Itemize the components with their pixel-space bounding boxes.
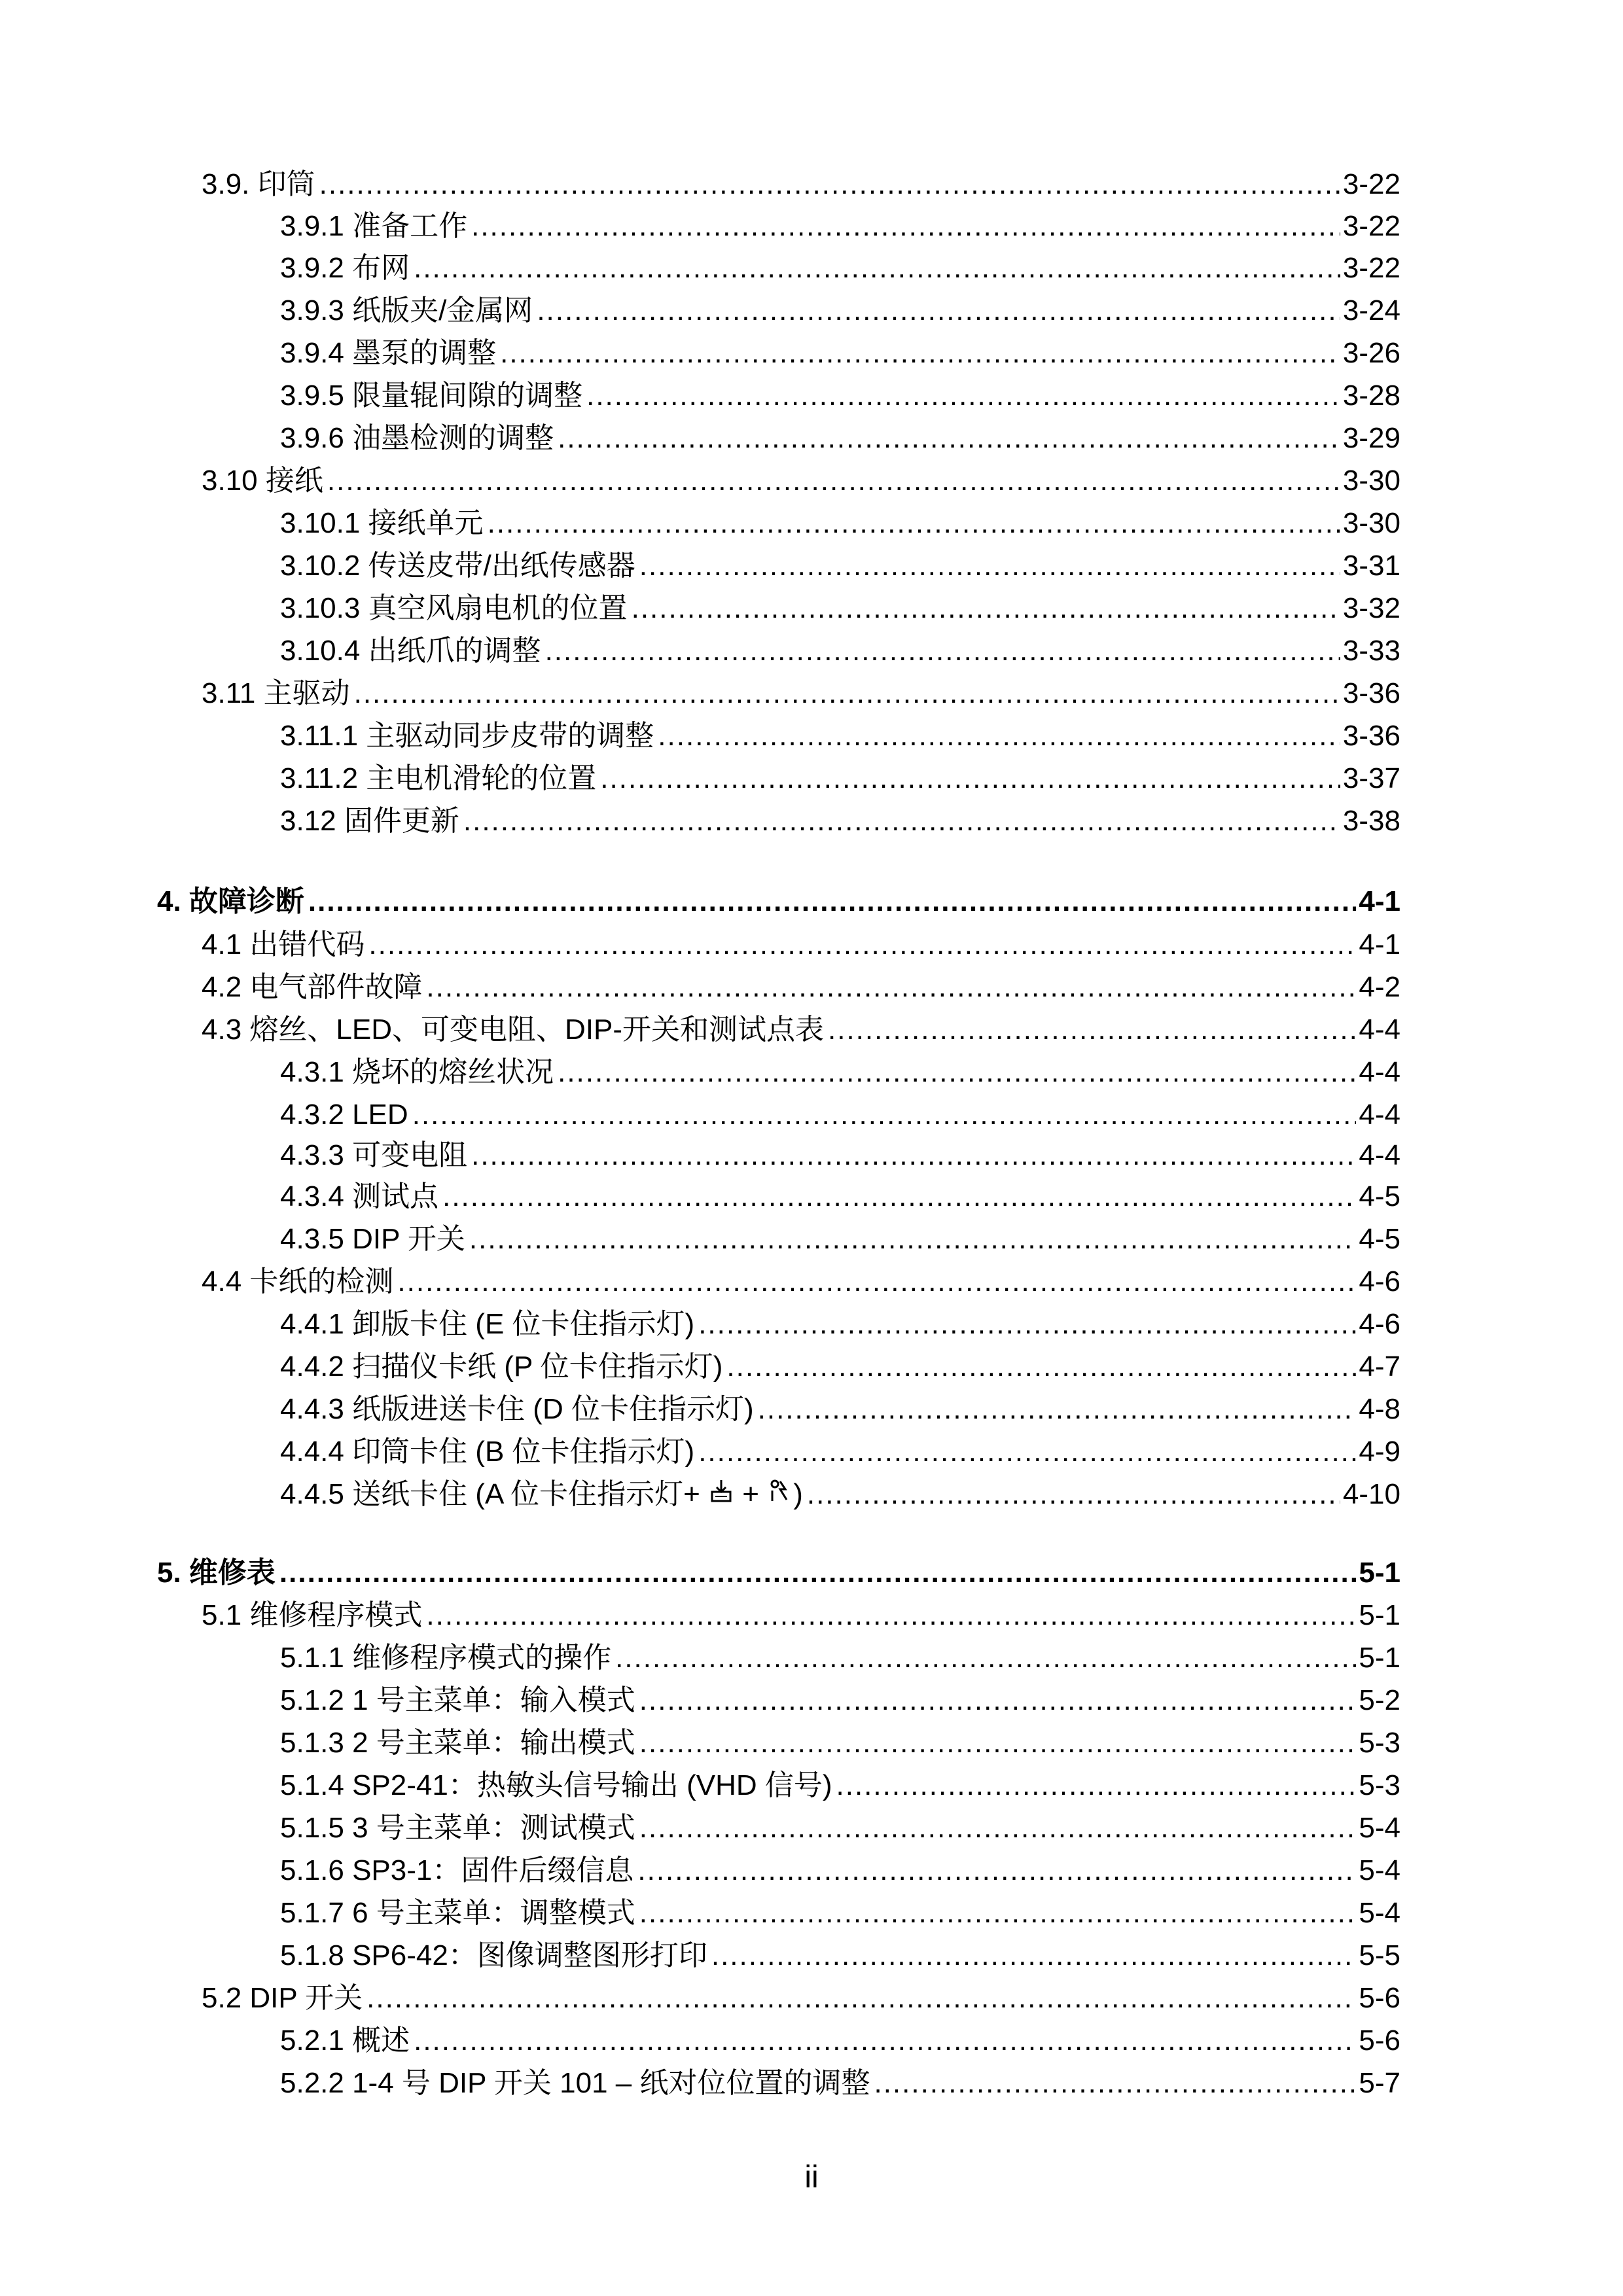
toc-entry[interactable]	[280, 537, 1400, 580]
toc-page: 4-4	[1359, 1139, 1400, 1171]
toc-label: 3.10.3 真空风扇电机的位置	[280, 592, 628, 624]
toc-label: 4.3.5 DIP 开关	[280, 1223, 465, 1255]
toc-label: 3.9.2 布网	[280, 252, 410, 284]
toc-entry[interactable]	[202, 959, 1400, 1002]
leader-dots	[836, 1771, 1357, 1800]
leader-dots	[469, 1225, 1357, 1254]
toc-page: 5-6	[1359, 2024, 1400, 2057]
toc-page: 3-30	[1342, 507, 1400, 539]
toc-label: 5.2 DIP 开关	[202, 1982, 363, 2014]
toc-page: 5-4	[1359, 1854, 1400, 1886]
leader-dots	[426, 973, 1356, 1002]
leader-dots	[828, 1016, 1356, 1044]
toc-page: 4-6	[1359, 1308, 1400, 1340]
toc-entry[interactable]	[280, 1338, 1400, 1381]
toc-label-tail: )	[793, 1478, 803, 1510]
toc-page: 4-6	[1359, 1265, 1400, 1298]
toc-label: 4.3.3 可变电阻	[280, 1139, 468, 1171]
leader-dots	[537, 296, 1340, 325]
toc-label: 4.3.2 LED	[280, 1099, 408, 1131]
leader-dots	[368, 930, 1356, 959]
toc-entry[interactable]	[280, 1672, 1400, 1715]
leader-dots	[471, 1141, 1356, 1170]
toc-label: 4.4.4 印筒卡住 (B 位卡住指示灯)	[280, 1436, 695, 1468]
toc-label: 3.10.2 传送皮带/出纸传感器	[280, 550, 635, 582]
toc-label: 5.2.1 概述	[280, 2024, 410, 2057]
toc-page: 5-3	[1359, 1769, 1400, 1801]
toc-page: 3-22	[1342, 168, 1400, 200]
toc-label: 4.4.5 送纸卡住 (A 位卡住指示灯+ + )	[280, 1478, 803, 1510]
toc-entry[interactable]	[280, 1714, 1400, 1757]
leader-dots	[639, 1686, 1357, 1715]
toc-label: 3.9.3 纸版夹/金属网	[280, 294, 533, 327]
toc-entry[interactable]	[280, 750, 1400, 793]
leader-dots	[488, 509, 1340, 538]
toc-label: 4.3.4 测试点	[280, 1180, 439, 1212]
toc-label: 3.9.5 限量辊间隙的调整	[280, 380, 583, 412]
toc-label: 5.1.2 1 号主菜单：输入模式	[280, 1684, 635, 1716]
toc-entry[interactable]	[280, 622, 1400, 665]
toc-page: 4-1	[1359, 885, 1400, 917]
toc-entry[interactable]	[280, 1086, 1400, 1129]
toc-entry[interactable]	[280, 580, 1400, 623]
toc-label-text: 4.4.5 送纸卡住 (A 位卡住指示灯+	[280, 1478, 709, 1510]
leader-dots	[397, 1267, 1356, 1296]
paper-feed-icon	[767, 1477, 793, 1509]
toc-page: 5-3	[1359, 1727, 1400, 1759]
toc-page: 3-37	[1342, 762, 1400, 794]
toc-page: 3-30	[1342, 465, 1400, 497]
leader-dots	[698, 1438, 1356, 1466]
toc-page: 3-38	[1342, 805, 1400, 837]
toc-page: 4-9	[1359, 1436, 1400, 1468]
toc-entry[interactable]	[280, 1629, 1400, 1672]
leader-dots	[463, 807, 1340, 836]
leader-dots	[632, 594, 1340, 623]
leader-dots	[639, 1814, 1357, 1843]
toc-page: 4-4	[1359, 1056, 1400, 1088]
toc-page: 3-29	[1342, 422, 1400, 454]
toc-entry[interactable]	[280, 1842, 1400, 1885]
toc-label: 3.10 接纸	[202, 465, 323, 497]
toc-label: 4.3.1 烧坏的熔丝状况	[280, 1056, 554, 1088]
toc-page: 3-36	[1342, 720, 1400, 752]
leader-dots	[807, 1480, 1340, 1509]
leader-dots	[586, 381, 1340, 410]
leader-dots	[558, 424, 1340, 453]
toc-label: 3.9. 印筒	[202, 168, 315, 200]
toc-entry[interactable]	[280, 2055, 1400, 2098]
leader-dots	[442, 1182, 1356, 1211]
toc-entry[interactable]	[202, 1001, 1400, 1044]
leader-dots	[874, 2069, 1356, 2098]
toc-entry[interactable]	[280, 495, 1400, 538]
toc-entry[interactable]	[280, 1757, 1400, 1800]
toc-entry[interactable]	[202, 452, 1400, 495]
toc-label: 3.10.4 出纸爪的调整	[280, 635, 541, 667]
toc-page: 3-36	[1342, 677, 1400, 709]
toc-entry[interactable]	[280, 1799, 1400, 1843]
toc-label: 5.1.3 2 号主菜单：输出模式	[280, 1727, 635, 1759]
leader-dots	[639, 1899, 1357, 1928]
toc-label: 5.1.5 3 号主菜单：测试模式	[280, 1812, 635, 1844]
toc-label: 3.9.4 墨泵的调整	[280, 337, 497, 369]
toc-label: 5.1.7 6 号主菜单：调整模式	[280, 1897, 635, 1929]
toc-page: 5-2	[1359, 1684, 1400, 1716]
toc-entry[interactable]	[280, 1210, 1400, 1254]
toc-entry[interactable]	[280, 325, 1400, 368]
toc-label: 4.4.1 卸版卡住 (E 位卡住指示灯)	[280, 1308, 695, 1340]
toc-label: 4.4.2 扫描仪卡纸 (P 位卡住指示灯)	[280, 1351, 723, 1383]
toc-page: 4-4	[1359, 1099, 1400, 1131]
toc-page: 5-7	[1359, 2067, 1400, 2099]
leader-dots	[639, 552, 1340, 580]
toc-page: 3-32	[1342, 592, 1400, 624]
toc-label: 5.1.8 SP6-42：图像调整图形打印	[280, 1939, 707, 1971]
toc-label: 4.3 熔丝、LED、可变电阻、DIP-开关和测试点表	[202, 1014, 824, 1046]
toc-label: 3.9.6 油墨检测的调整	[280, 422, 554, 454]
toc-label: 5. 维修表	[157, 1557, 276, 1589]
toc-label: 3.11.2 主电机滑轮的位置	[280, 762, 597, 794]
toc-page: 5-1	[1359, 1599, 1400, 1631]
leader-dots	[637, 1856, 1356, 1885]
leader-dots	[545, 637, 1340, 665]
toc-page: 4-8	[1359, 1393, 1400, 1425]
toc-entry[interactable]	[280, 367, 1400, 410]
toc-page: 4-7	[1359, 1351, 1400, 1383]
toc-label: 5.2.2 1-4 号 DIP 开关 101 – 纸对位位置的调整	[280, 2067, 870, 2099]
toc-entry[interactable]	[280, 239, 1400, 283]
toc-label: 4. 故障诊断	[157, 885, 304, 917]
leader-dots	[758, 1395, 1357, 1424]
toc-label: 4.1 出错代码	[202, 928, 365, 961]
toc-label: 5.1.1 维修程序模式的操作	[280, 1642, 612, 1674]
toc-label: 4.2 电气部件故障	[202, 971, 423, 1003]
toc-chapter[interactable]	[157, 1544, 1400, 1587]
toc-entry[interactable]	[280, 410, 1400, 453]
toc-entry[interactable]	[202, 156, 1400, 199]
toc-entry[interactable]	[280, 1296, 1400, 1339]
toc-page: 4-2	[1359, 971, 1400, 1003]
leader-dots	[308, 887, 1356, 916]
toc-label: 4.4 卡纸的检测	[202, 1265, 394, 1298]
toc-label: 5.1 维修程序模式	[202, 1599, 423, 1631]
toc-entry[interactable]	[280, 792, 1400, 836]
toc-page: 5-4	[1359, 1897, 1400, 1929]
toc-label: 5.1.4 SP2-41：热敏头信号输出 (VHD 信号)	[280, 1769, 832, 1801]
toc-entry[interactable]	[202, 1969, 1400, 2013]
leader-dots	[366, 1984, 1356, 2013]
toc-entry[interactable]	[202, 665, 1400, 708]
toc-label: 3.11.1 主驱动同步皮带的调整	[280, 720, 654, 752]
toc-entry[interactable]	[280, 707, 1400, 751]
toc-entry[interactable]	[202, 1587, 1400, 1630]
toc-page: 4-4	[1359, 1014, 1400, 1046]
toc-entry[interactable]	[280, 1381, 1400, 1424]
leader-dots	[639, 1729, 1357, 1757]
toc-page: 3-26	[1342, 337, 1400, 369]
toc-entry[interactable]	[202, 1253, 1400, 1296]
leader-dots	[600, 764, 1340, 793]
toc-page: 4-5	[1359, 1180, 1400, 1212]
toc-entry[interactable]	[280, 198, 1400, 241]
toc-entry[interactable]	[280, 1927, 1400, 1970]
toc-page: 3-22	[1342, 210, 1400, 242]
toc-label: 3.10.1 接纸单元	[280, 507, 484, 539]
toc-entry[interactable]	[280, 1466, 1400, 1509]
toc-page: 5-6	[1359, 1982, 1400, 2014]
leader-dots	[558, 1058, 1356, 1087]
toc-entry[interactable]	[280, 1168, 1400, 1211]
toc-page: 3-33	[1342, 635, 1400, 667]
toc-page: 4-10	[1342, 1478, 1400, 1510]
toc-page: 5-1	[1359, 1557, 1400, 1589]
toc-entry[interactable]	[280, 1423, 1400, 1466]
toc-chapter[interactable]	[157, 873, 1400, 916]
toc-entry[interactable]	[280, 1127, 1400, 1170]
leader-dots	[414, 254, 1340, 283]
toc-page: 3-22	[1342, 252, 1400, 284]
leader-dots	[412, 1101, 1357, 1129]
toc-label: 4.4.3 纸版进送卡住 (D 位卡住指示灯)	[280, 1393, 754, 1425]
toc-page: 5-5	[1359, 1939, 1400, 1971]
page-number: ii	[804, 2160, 819, 2195]
toc-label: 5.1.6 SP3-1：固件后缀信息	[280, 1854, 634, 1886]
leader-dots	[414, 2026, 1356, 2055]
leader-dots	[615, 1644, 1356, 1672]
leader-dots	[471, 212, 1340, 241]
toc-page: 4-5	[1359, 1223, 1400, 1255]
toc-entry[interactable]	[202, 916, 1400, 959]
leader-dots	[327, 467, 1340, 495]
leader-dots	[354, 679, 1340, 708]
toc-entry[interactable]	[280, 1044, 1400, 1087]
leader-dots	[658, 722, 1340, 751]
toc-page: 5-1	[1359, 1642, 1400, 1674]
leader-dots	[726, 1352, 1356, 1381]
leader-dots	[500, 339, 1340, 368]
toc-page: 5-4	[1359, 1812, 1400, 1844]
leader-dots	[698, 1310, 1356, 1339]
toc-label: 3.9.1 准备工作	[280, 210, 468, 242]
toc-page: 4-1	[1359, 928, 1400, 961]
toc-page: 3-24	[1342, 294, 1400, 327]
leader-dots	[711, 1941, 1357, 1970]
toc-entry[interactable]	[280, 1884, 1400, 1928]
leader-dots	[319, 170, 1340, 199]
leader-dots	[426, 1601, 1356, 1630]
toc-label: 3.12 固件更新	[280, 805, 459, 837]
leader-dots	[279, 1559, 1356, 1587]
toc-label: 3.11 主驱动	[202, 677, 350, 709]
toc-entry[interactable]	[280, 282, 1400, 325]
toc-entry[interactable]	[280, 2012, 1400, 2055]
toc-page: 3-28	[1342, 380, 1400, 412]
toc-page: 3-31	[1342, 550, 1400, 582]
paper-tray-icon	[708, 1477, 734, 1509]
